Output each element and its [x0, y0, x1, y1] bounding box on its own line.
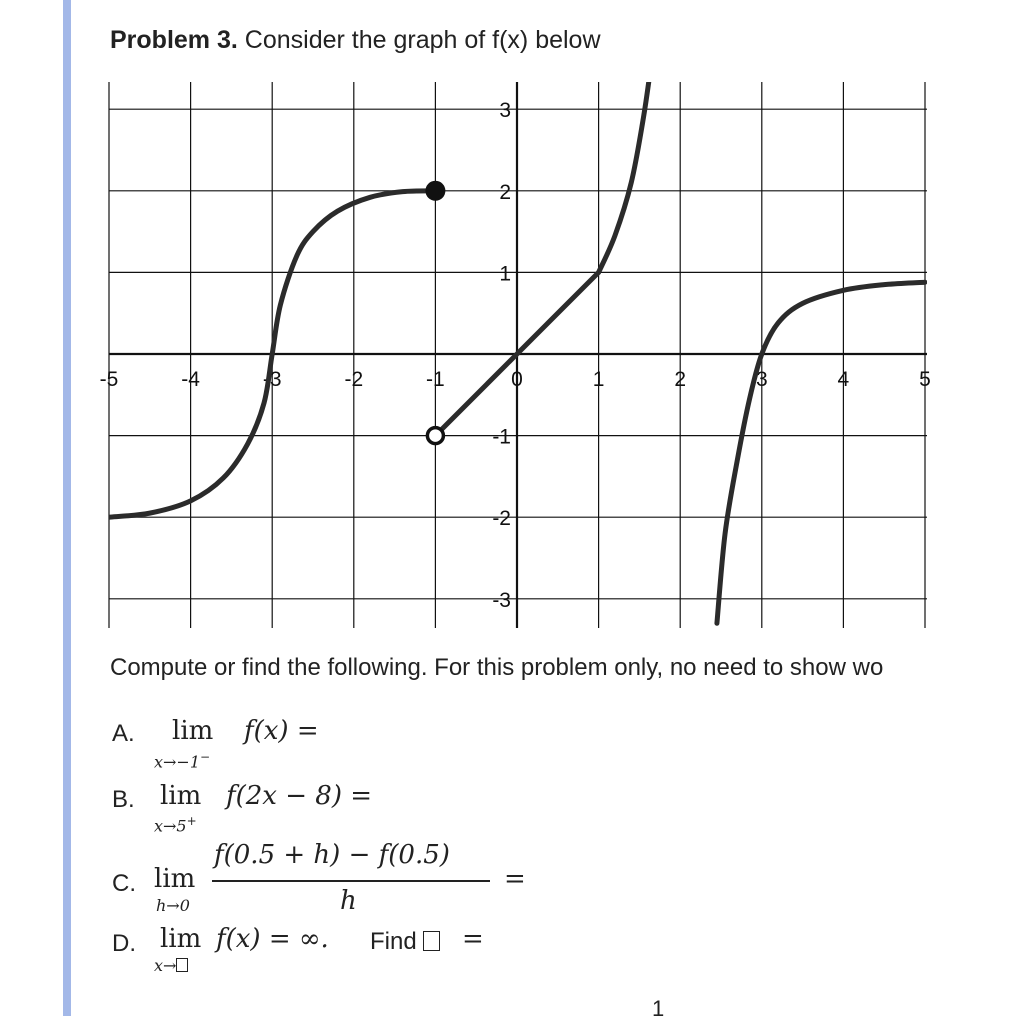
question-c-numerator: f(0.5 + h) − f(0.5) [214, 840, 450, 870]
question-a-sub: x→−1 [154, 752, 201, 772]
question-d-sub: x→ [154, 956, 177, 975]
question-c-equals: = [504, 864, 526, 894]
page-number: 1 [652, 996, 665, 1021]
question-d-find [370, 928, 440, 956]
question-c-denominator: h [340, 886, 357, 916]
question-b-sup: + [186, 814, 197, 828]
x-tick-label: -4 [181, 368, 200, 391]
question-b-sub: x→5 [154, 816, 187, 836]
x-tick-label: -5 [99, 368, 119, 391]
question-d-lim: lim [160, 924, 202, 954]
curve-middle-rising [599, 0, 662, 272]
question-d-expr: f(x) = ∞. [216, 924, 329, 954]
question-a-lim: lim [172, 716, 214, 746]
question-a-expr: f(x) = [244, 716, 319, 746]
question-c-sub: h→0 [156, 896, 190, 915]
question-d-sub-box [176, 958, 188, 972]
instructions: Compute or find the following. For this problem only, no need to show wo [110, 654, 884, 681]
question-b-lim: lim [160, 781, 202, 811]
y-tick-label: 1 [499, 262, 511, 286]
y-tick-label: -1 [492, 425, 511, 449]
question-c-fraction-bar [212, 880, 490, 882]
x-tick-label: 3 [755, 368, 768, 391]
x-tick-label: 5 [919, 368, 931, 391]
question-d-letter: D. [112, 930, 136, 957]
question-b-expr: f(2x − 8) = [226, 781, 373, 811]
question-a-subscript [154, 750, 210, 772]
x-tick-label: -1 [426, 368, 445, 391]
x-tick-label: 4 [837, 368, 850, 391]
question-a-letter: A. [112, 720, 135, 747]
question-d-answer-box [423, 931, 440, 951]
question-b-letter: B. [112, 786, 135, 813]
x-tick-label: 0 [511, 368, 523, 391]
problem-label: Problem 3. [110, 26, 238, 54]
question-a-sup: − [200, 750, 211, 764]
closed-point [425, 181, 445, 201]
y-tick-label: 2 [499, 180, 511, 204]
x-tick-label: -2 [344, 368, 364, 391]
question-b-subscript [154, 814, 197, 836]
x-tick-label: 2 [674, 368, 687, 391]
question-c-letter: C. [112, 870, 136, 897]
question-d-subscript [154, 956, 188, 976]
problem-text: Consider the graph of f(x) below [244, 26, 601, 54]
question-c-lim: lim [154, 864, 196, 894]
question-d-equals: = [462, 924, 484, 954]
curve-right-branch [717, 282, 925, 623]
y-tick-label: 3 [499, 99, 511, 123]
open-point [427, 428, 443, 444]
question-d-find-text: Find [370, 928, 417, 955]
y-tick-label: -3 [492, 588, 511, 612]
x-tick-label: -3 [262, 368, 282, 391]
x-tick-label: 1 [592, 368, 605, 391]
y-tick-label: -2 [492, 507, 511, 531]
